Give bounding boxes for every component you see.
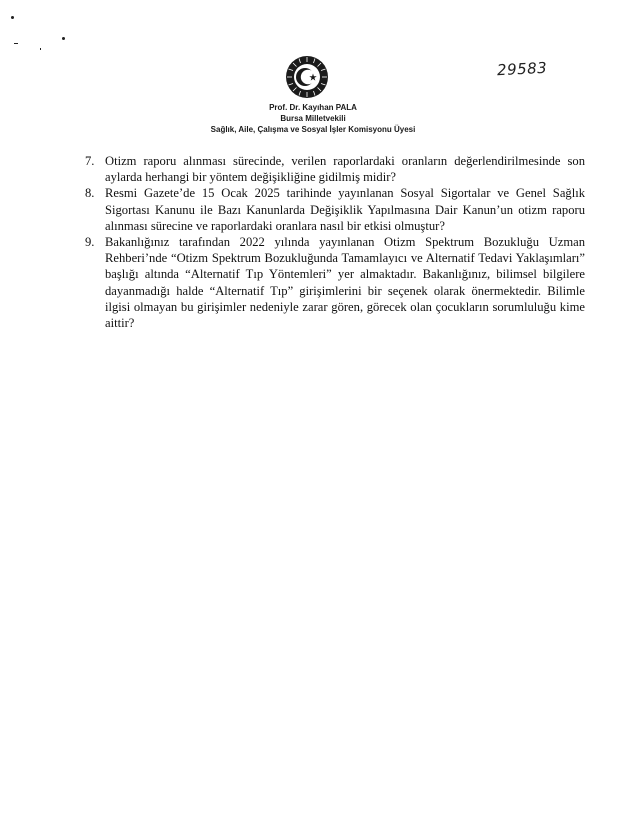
question-text: Bakanlığınız tarafından 2022 yılında yayınlanan Otizm Spektrum Bozukluğu Uzman Rehberi’nde “Otizm Spektrum Bozukluğunda Tamamlayıcı ve Alternatif Tedavi Yaklaşımları” başlığı altında “Alternatif Tıp Yöntemleri” yer almaktadır. Bakanlığınız, bilimsel bilgilere dayanmadığı halde “Alternatif Tıp” girişimlerini bir seçenek olarak önermektedir. Bilimle ilgisi olmayan bu girişimler nedeniyle zarar gören, görecek olan çocukların sorumluluğu kime aittir? xyxy=(105,235,585,331)
question-text: Otizm raporu alınması sürecinde, verilen raporlardaki oranların değerlendirilmesinde son aylarda herhangi bir yöntem değişikliğine gidilmiş midir? xyxy=(105,154,585,185)
deputy-name: Prof. Dr. Kayıhan PALA xyxy=(269,103,357,112)
question-number: 9. xyxy=(85,235,95,250)
question-item xyxy=(85,185,585,234)
handwritten-document-number: 29583 xyxy=(496,58,548,80)
scan-speck xyxy=(11,16,14,19)
deputy-district: Bursa Milletvekili xyxy=(280,114,346,123)
tbmm-emblem-icon xyxy=(285,55,329,99)
question-item xyxy=(85,153,585,185)
committee-membership: Sağlık, Aile, Çalışma ve Sosyal İşler Komisyonu Üyesi xyxy=(210,125,416,134)
question-number: 8. xyxy=(85,186,95,201)
question-text: Resmi Gazete’de 15 Ocak 2025 tarihinde yayınlanan Sosyal Sigortalar ve Genel Sağlık Sigortası Kanunu ile Bazı Kanunlarda Değişiklik Yapılmasına Dair Kanun’un otizm raporu alınması sürecine ve raporlardaki oranlara nasıl bir etkisi olmuştur? xyxy=(105,186,585,233)
scan-speck xyxy=(14,43,18,44)
question-list xyxy=(85,153,585,331)
scan-speck xyxy=(62,37,65,40)
scan-speck xyxy=(40,48,41,50)
question-number: 7. xyxy=(85,154,95,168)
question-item xyxy=(85,234,585,331)
